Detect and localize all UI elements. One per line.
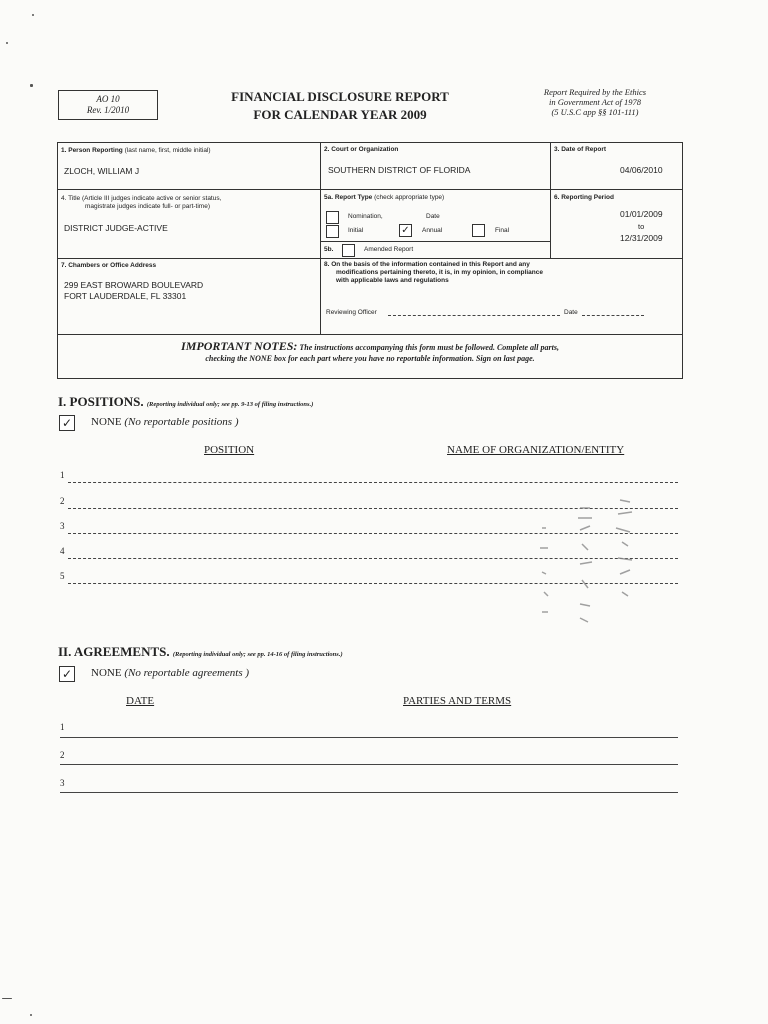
initial-label: Initial [348,227,364,234]
position-row-number: 5 [60,571,65,581]
divider [58,189,682,190]
important-notes [100,341,640,364]
positions-col-organization: NAME OF ORGANIZATION/ENTITY [447,444,625,456]
final-label: Final [495,227,510,234]
scan-speck [30,1014,32,1016]
scan-speck [32,14,34,16]
positions-none-checkbox[interactable] [59,415,75,431]
final-checkbox[interactable] [472,224,485,237]
agreements-heading [58,644,343,660]
field-number: 3. [554,146,560,153]
agreements-subheading: (Reporting individual only; see pp. 14-16 of filing instructions.) [172,651,343,658]
date-of-report-value[interactable]: 04/06/2010 [620,165,663,175]
person-reporting-value[interactable]: ZLOCH, WILLIAM J [64,166,140,176]
form-id-box [58,90,158,120]
review-line3: with applicable laws and regulations [336,277,449,284]
nomination-label: Nomination, [348,213,383,220]
amended-number [324,246,333,254]
field-title: Date of Report [561,146,607,153]
review-line2: modifications pertaining thereto, it is, in my opinion, in compliance [336,269,543,276]
agreement-row-line[interactable] [60,764,678,765]
report-type-label [324,194,444,202]
none-word: NONE [91,667,122,679]
field-title: Court or Organization [331,146,399,153]
nomination-checkbox[interactable] [326,211,339,224]
initial-checkbox[interactable] [326,225,339,238]
position-row-number: 4 [60,546,65,556]
divider [58,258,682,259]
divider [320,241,550,242]
field-number: 5a. [324,194,334,201]
important-notes-lead: IMPORTANT NOTES: [181,339,298,353]
field-title: Reporting Period [561,194,614,201]
field-number: 7. [61,262,67,269]
scan-speck [2,998,12,999]
agreement-row-line[interactable] [60,792,678,793]
field-title: Report Type [334,194,373,201]
amended-label: Amended Report [364,246,414,253]
chambers-label [61,262,156,270]
title-label-line1: 4. Title (Article III judges indicate active or senior status, [61,195,222,202]
reviewing-date-label: Date [564,309,578,316]
divider [550,143,551,258]
statutory-line3: (5 U.S.C app §§ 101-111) [551,107,639,117]
checkmark-icon: ✓ [61,667,73,681]
court-value[interactable]: SOUTHERN DISTRICT OF FLORIDA [328,165,471,175]
reviewing-officer-label: Reviewing Officer [326,309,377,316]
reviewing-date-line[interactable] [582,315,644,316]
address-line1[interactable]: 299 EAST BROWARD BOULEVARD [64,280,204,290]
important-notes-line2: checking the NONE box for each part where you have no reportable information. Sign on last page. [205,354,535,363]
field-title: Chambers or Office Address [68,262,157,269]
none-note: (No reportable positions ) [124,416,239,428]
field-number: 1. [61,147,67,154]
period-to-value[interactable]: 12/31/2009 [620,233,663,243]
agreements-none-label [91,667,249,679]
report-title [200,88,480,124]
agreement-row-number: 1 [60,722,65,732]
positions-heading-text: I. POSITIONS. [58,394,144,409]
important-notes-text: The instructions accompanying this form must be followed. Complete all parts, [299,343,559,352]
none-note: (No reportable agreements ) [124,667,250,679]
statutory-reference [520,87,670,117]
positions-heading [58,394,313,410]
date-of-report-label [554,146,606,154]
court-label [324,146,398,154]
scan-speck [30,84,33,87]
report-title-line2: FOR CALENDAR YEAR 2009 [253,107,427,122]
field-note: (last name, first, middle initial) [124,147,211,154]
agreement-row-number: 3 [60,778,65,788]
annual-label: Annual [422,227,443,234]
agreements-col-date: DATE [126,695,155,707]
received-stamp [530,488,650,628]
period-to-word: to [638,222,645,231]
agreement-row-number: 2 [60,750,65,760]
person-reporting-label [61,147,211,155]
statutory-line2: in Government Act of 1978 [549,97,641,107]
scan-speck [6,42,8,44]
title-value[interactable]: DISTRICT JUDGE-ACTIVE [64,223,168,233]
nomination-date-label: Date [426,213,440,220]
address-line2[interactable]: FORT LAUDERDALE, FL 33301 [64,291,187,301]
title-label [61,195,221,211]
divider [320,143,321,334]
agreements-none-checkbox[interactable] [59,666,75,682]
position-row-number: 1 [60,470,65,480]
reporting-period-label [554,194,614,202]
review-line1: 8. On the basis of the information contained in this Report and any [324,261,530,268]
field-number: 2. [324,146,330,153]
reviewing-officer-line[interactable] [388,315,560,316]
agreements-heading-text: II. AGREEMENTS. [58,644,170,659]
positions-col-position: POSITION [204,444,255,456]
period-from-value[interactable]: 01/01/2009 [620,209,663,219]
agreements-col-parties: PARTIES AND TERMS [403,695,512,707]
field-title: Person Reporting [68,147,123,154]
form-id-line1: AO 10 [96,94,120,104]
field-number: 6. [554,194,560,201]
field-note: (check appropriate type) [374,194,445,201]
positions-none-label [91,416,239,428]
statutory-line1: Report Required by the Ethics [543,87,647,97]
form-id-line2: Rev. 1/2010 [86,105,130,115]
review-statement [324,261,543,285]
agreement-row-line[interactable] [60,737,678,738]
position-row-number: 3 [60,521,65,531]
position-row-line[interactable] [68,482,678,483]
report-title-line1: FINANCIAL DISCLOSURE REPORT [231,89,449,104]
title-label-line2: magistrate judges indicate full- or part-time) [85,203,210,210]
divider [58,334,682,335]
none-word: NONE [91,416,122,428]
checkmark-icon: ✓ [61,416,73,430]
position-row-number: 2 [60,496,65,506]
positions-subheading: (Reporting individual only; see pp. 9-13 of filing instructions.) [146,401,314,408]
annual-checkbox[interactable] [399,224,412,237]
amended-checkbox[interactable] [342,244,355,257]
checkmark-icon: ✓ [401,225,410,236]
field-number: 5b. [324,246,334,253]
